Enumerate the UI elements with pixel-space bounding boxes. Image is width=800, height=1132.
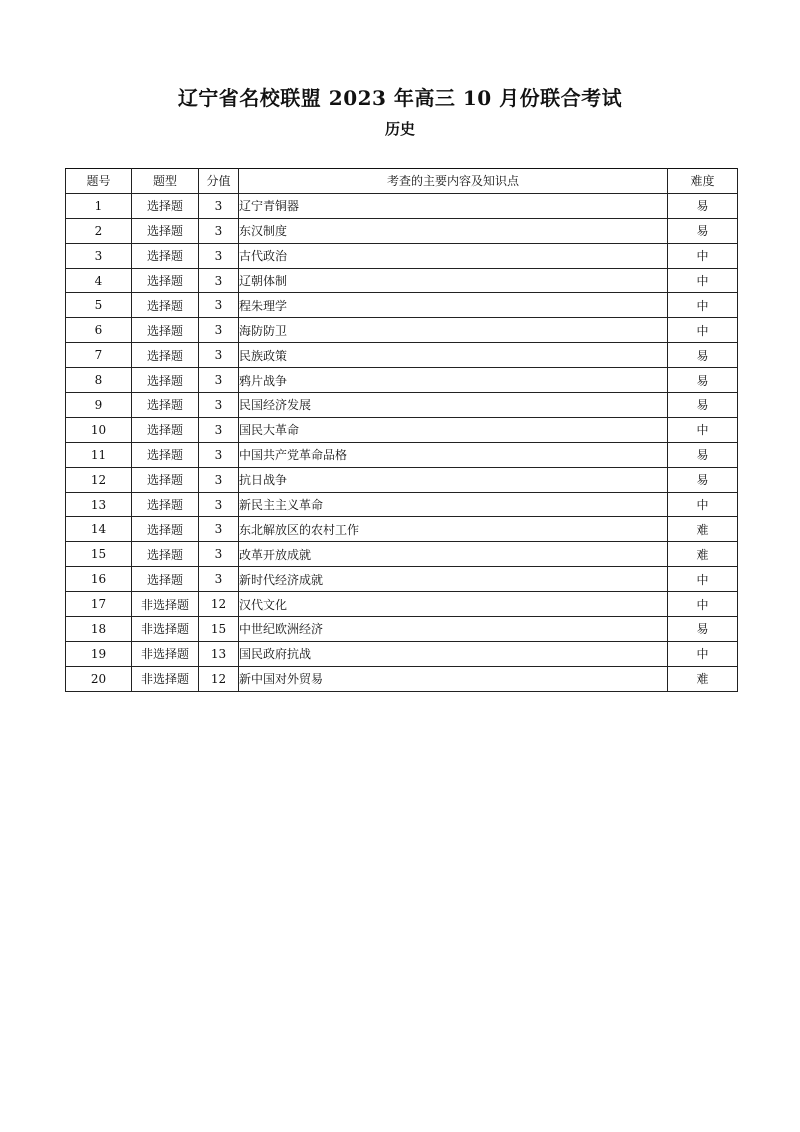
cell-content: 国民政府抗战 <box>239 641 668 666</box>
cell-question-number: 8 <box>66 368 132 393</box>
cell-score: 3 <box>199 268 239 293</box>
table-row <box>66 268 738 293</box>
cell-score: 3 <box>199 318 239 343</box>
cell-content: 抗日战争 <box>239 467 668 492</box>
cell-score: 3 <box>199 517 239 542</box>
exam-table <box>65 168 738 692</box>
cell-content: 辽朝体制 <box>239 268 668 293</box>
cell-score: 3 <box>199 567 239 592</box>
table-row <box>66 592 738 617</box>
cell-question-type: 选择题 <box>132 442 199 467</box>
cell-question-type: 选择题 <box>132 243 199 268</box>
cell-score: 12 <box>199 592 239 617</box>
table-body <box>66 193 738 691</box>
table-row <box>66 442 738 467</box>
cell-difficulty: 易 <box>668 368 738 393</box>
cell-content: 新民主主义革命 <box>239 492 668 517</box>
cell-content: 中国共产党革命品格 <box>239 442 668 467</box>
cell-content: 程朱理学 <box>239 293 668 318</box>
table-row <box>66 218 738 243</box>
cell-question-number: 7 <box>66 343 132 368</box>
cell-question-type: 选择题 <box>132 492 199 517</box>
cell-score: 3 <box>199 417 239 442</box>
cell-content: 海防防卫 <box>239 318 668 343</box>
cell-difficulty: 易 <box>668 467 738 492</box>
cell-score: 12 <box>199 666 239 691</box>
table-row <box>66 393 738 418</box>
cell-question-type: 选择题 <box>132 293 199 318</box>
header-question-number: 题号 <box>66 169 132 194</box>
cell-question-number: 13 <box>66 492 132 517</box>
cell-question-type: 非选择题 <box>132 666 199 691</box>
cell-question-number: 18 <box>66 617 132 642</box>
subject-title: 历史 <box>384 120 415 138</box>
cell-score: 3 <box>199 218 239 243</box>
cell-question-number: 1 <box>66 193 132 218</box>
cell-difficulty: 易 <box>668 393 738 418</box>
table-row <box>66 368 738 393</box>
cell-question-type: 选择题 <box>132 417 199 442</box>
cell-question-type: 非选择题 <box>132 592 199 617</box>
cell-content: 辽宁青铜器 <box>239 193 668 218</box>
cell-question-type: 选择题 <box>132 218 199 243</box>
cell-difficulty: 易 <box>668 442 738 467</box>
cell-question-number: 20 <box>66 666 132 691</box>
table-row <box>66 641 738 666</box>
table-row <box>66 193 738 218</box>
cell-question-type: 非选择题 <box>132 641 199 666</box>
table-row <box>66 492 738 517</box>
cell-difficulty: 中 <box>668 641 738 666</box>
cell-question-number: 15 <box>66 542 132 567</box>
cell-question-number: 3 <box>66 243 132 268</box>
cell-content: 汉代文化 <box>239 592 668 617</box>
cell-question-type: 选择题 <box>132 318 199 343</box>
cell-question-type: 选择题 <box>132 393 199 418</box>
cell-question-type: 选择题 <box>132 193 199 218</box>
cell-content: 东汉制度 <box>239 218 668 243</box>
cell-difficulty: 难 <box>668 666 738 691</box>
cell-difficulty: 中 <box>668 417 738 442</box>
cell-question-type: 选择题 <box>132 343 199 368</box>
cell-score: 3 <box>199 492 239 517</box>
cell-difficulty: 易 <box>668 193 738 218</box>
cell-content: 国民大革命 <box>239 417 668 442</box>
cell-score: 15 <box>199 617 239 642</box>
cell-score: 3 <box>199 243 239 268</box>
table-row <box>66 517 738 542</box>
cell-content: 民国经济发展 <box>239 393 668 418</box>
table-row <box>66 243 738 268</box>
cell-question-number: 4 <box>66 268 132 293</box>
cell-question-number: 10 <box>66 417 132 442</box>
cell-question-type: 选择题 <box>132 368 199 393</box>
table-row <box>66 542 738 567</box>
table-row <box>66 293 738 318</box>
cell-content: 新中国对外贸易 <box>239 666 668 691</box>
cell-question-type: 非选择题 <box>132 617 199 642</box>
cell-question-number: 16 <box>66 567 132 592</box>
cell-score: 3 <box>199 442 239 467</box>
cell-difficulty: 中 <box>668 592 738 617</box>
cell-content: 古代政治 <box>239 243 668 268</box>
cell-question-number: 6 <box>66 318 132 343</box>
table-row <box>66 467 738 492</box>
table-row <box>66 666 738 691</box>
cell-question-number: 5 <box>66 293 132 318</box>
cell-question-type: 选择题 <box>132 467 199 492</box>
header-difficulty: 难度 <box>668 169 738 194</box>
table-row <box>66 343 738 368</box>
cell-difficulty: 中 <box>668 318 738 343</box>
cell-content: 中世纪欧洲经济 <box>239 617 668 642</box>
cell-score: 3 <box>199 542 239 567</box>
cell-content: 新时代经济成就 <box>239 567 668 592</box>
cell-score: 3 <box>199 193 239 218</box>
table-row <box>66 318 738 343</box>
cell-difficulty: 难 <box>668 517 738 542</box>
cell-question-number: 11 <box>66 442 132 467</box>
cell-question-number: 19 <box>66 641 132 666</box>
cell-question-type: 选择题 <box>132 567 199 592</box>
cell-difficulty: 易 <box>668 218 738 243</box>
header-question-type: 题型 <box>132 169 199 194</box>
cell-difficulty: 易 <box>668 343 738 368</box>
cell-difficulty: 中 <box>668 268 738 293</box>
cell-score: 3 <box>199 293 239 318</box>
table-row <box>66 567 738 592</box>
cell-score: 3 <box>199 467 239 492</box>
cell-question-type: 选择题 <box>132 542 199 567</box>
cell-question-number: 14 <box>66 517 132 542</box>
page-title: 辽宁省名校联盟 2023 年高三 10 月份联合考试 <box>177 86 623 110</box>
cell-score: 13 <box>199 641 239 666</box>
cell-difficulty: 中 <box>668 567 738 592</box>
cell-question-number: 12 <box>66 467 132 492</box>
cell-question-type: 选择题 <box>132 268 199 293</box>
table-row <box>66 417 738 442</box>
header-score: 分值 <box>199 169 239 194</box>
cell-content: 民族政策 <box>239 343 668 368</box>
cell-content: 鸦片战争 <box>239 368 668 393</box>
cell-question-number: 2 <box>66 218 132 243</box>
table-row <box>66 617 738 642</box>
cell-difficulty: 难 <box>668 542 738 567</box>
cell-content: 改革开放成就 <box>239 542 668 567</box>
cell-question-number: 9 <box>66 393 132 418</box>
cell-score: 3 <box>199 393 239 418</box>
header-content: 考查的主要内容及知识点 <box>239 169 668 194</box>
cell-difficulty: 中 <box>668 293 738 318</box>
cell-question-number: 17 <box>66 592 132 617</box>
cell-difficulty: 中 <box>668 492 738 517</box>
cell-difficulty: 易 <box>668 617 738 642</box>
cell-score: 3 <box>199 343 239 368</box>
cell-content: 东北解放区的农村工作 <box>239 517 668 542</box>
cell-question-type: 选择题 <box>132 517 199 542</box>
table-header-row <box>66 169 738 194</box>
cell-score: 3 <box>199 368 239 393</box>
cell-difficulty: 中 <box>668 243 738 268</box>
